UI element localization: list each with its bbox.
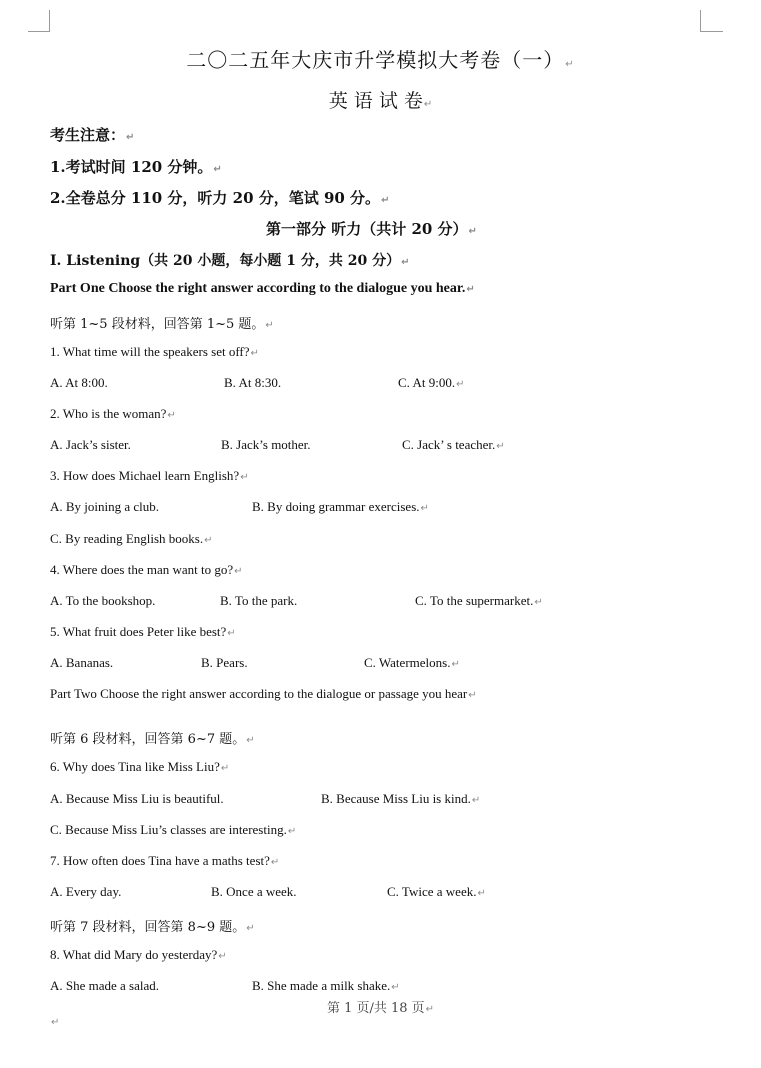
question-3-option-c — [50, 531, 213, 547]
notice-heading — [50, 124, 134, 145]
paragraph-mark-icon: ↵ — [246, 923, 255, 934]
notice-item-text: 1.考试时间 120 分钟。 — [50, 158, 213, 176]
option-a: A. To the bookshop. — [50, 593, 156, 608]
paragraph-mark-icon: ↵ — [534, 597, 543, 608]
question-text: 1. What time will the speakers set off? — [50, 344, 250, 359]
option-c: C. Jack’ s teacher. — [402, 437, 496, 452]
paragraph-mark-icon: ↵ — [423, 99, 433, 110]
paragraph-mark-icon: ↵ — [477, 888, 486, 899]
question-5 — [50, 624, 236, 640]
option-c: C. Watermelons. — [364, 655, 451, 670]
page-footer — [0, 997, 761, 1016]
notice-item-2 — [50, 187, 389, 208]
question-text: 8. What did Mary do yesterday? — [50, 947, 218, 962]
part1-heading-text: 第一部分 听力（共计 20 分） — [266, 220, 468, 238]
paragraph-mark-icon: ↵ — [240, 472, 249, 483]
paragraph-mark-icon: ↵ — [456, 379, 465, 390]
paragraph-mark-icon: ↵ — [287, 826, 297, 837]
option-c: C. Because Miss Liu’s classes are interesting. — [50, 822, 287, 837]
question-text: 7. How often does Tina have a maths test? — [50, 853, 270, 868]
title-text: 二〇二五年大庆市升学模拟大考卷（一） — [186, 48, 565, 72]
paragraph-mark-icon: ↵ — [204, 535, 213, 546]
part-two-heading-text: Part Two Choose the right answer according to the dialogue or passage you hear — [50, 686, 468, 701]
question-8 — [50, 947, 227, 963]
instruction-3 — [50, 916, 255, 935]
option-a: A. Every day. — [50, 884, 122, 899]
section1-heading — [50, 250, 410, 270]
question-3 — [50, 468, 249, 484]
question-text: 5. What fruit does Peter like best? — [50, 624, 227, 639]
notice-item-text: 2.全卷总分 110 分，听力 20 分，笔试 90 分。 — [50, 189, 381, 207]
option-a: A. At 8:00. — [50, 375, 108, 390]
paragraph-mark-icon: ↵ — [451, 659, 460, 670]
part-one-heading — [50, 281, 475, 297]
crop-mark-top-right — [700, 10, 723, 32]
part-two-heading — [50, 686, 477, 702]
crop-mark-top-left — [28, 10, 50, 32]
instruction-text: 听第 7 段材料，回答第 8~9 题。 — [50, 920, 246, 935]
trailing-paragraph — [50, 1013, 59, 1029]
question-7 — [50, 853, 279, 869]
paragraph-mark-icon: ↵ — [167, 410, 176, 421]
notice-heading-text: 考生注意： — [50, 126, 126, 144]
paragraph-mark-icon: ↵ — [51, 1017, 60, 1028]
option-b: B. She made a milk shake. — [252, 978, 391, 993]
question-text: 3. How does Michael learn English? — [50, 468, 240, 483]
option-b: B. At 8:30. — [224, 375, 282, 390]
section1-heading-text: Ⅰ. Listening（共 20 小题，每小题 1 分，共 20 分） — [50, 253, 401, 269]
exam-title — [0, 44, 761, 73]
question-4 — [50, 562, 243, 578]
paragraph-mark-icon: ↵ — [425, 1004, 435, 1015]
paragraph-mark-icon: ↵ — [265, 320, 274, 331]
instruction-2 — [50, 728, 255, 747]
option-b: B. Jack’s mother. — [221, 437, 311, 452]
instruction-text: 听第 6 段材料，回答第 6~7 题。 — [50, 732, 246, 747]
paragraph-mark-icon: ↵ — [565, 59, 575, 70]
paragraph-mark-icon: ↵ — [220, 763, 230, 774]
question-text: 6. Why does Tina like Miss Liu? — [50, 759, 220, 774]
question-6-option-c — [50, 822, 296, 838]
notice-item-1 — [50, 156, 222, 177]
paragraph-mark-icon: ↵ — [126, 132, 135, 143]
option-a: A. Bananas. — [50, 655, 114, 670]
page-number: 第 1 页/共 18 页 — [326, 1001, 425, 1016]
paragraph-mark-icon: ↵ — [250, 348, 259, 359]
exam-subtitle — [0, 86, 761, 113]
paragraph-mark-icon: ↵ — [391, 982, 400, 993]
question-text: 4. Where does the man want to go? — [50, 562, 234, 577]
option-a: A. Because Miss Liu is beautiful. — [50, 791, 224, 806]
option-c: C. To the supermarket. — [415, 593, 534, 608]
paragraph-mark-icon: ↵ — [213, 164, 222, 175]
question-2 — [50, 406, 176, 422]
option-b: B. Pears. — [201, 655, 248, 670]
paragraph-mark-icon: ↵ — [270, 857, 280, 868]
option-b: B. To the park. — [220, 593, 298, 608]
part-one-heading-text: Part One Choose the right answer according to the dialogue you hear. — [50, 281, 466, 296]
paragraph-mark-icon: ↵ — [496, 441, 505, 452]
option-c: C. By reading English books. — [50, 531, 204, 546]
paragraph-mark-icon: ↵ — [246, 735, 255, 746]
question-6 — [50, 759, 229, 775]
part1-heading — [266, 218, 477, 239]
paragraph-mark-icon: ↵ — [234, 566, 243, 577]
paragraph-mark-icon: ↵ — [227, 628, 236, 639]
paragraph-mark-icon: ↵ — [401, 257, 410, 268]
option-a: A. She made a salad. — [50, 978, 160, 993]
paragraph-mark-icon: ↵ — [420, 503, 429, 514]
paragraph-mark-icon: ↵ — [466, 284, 475, 295]
instruction-1 — [50, 313, 274, 332]
question-text: 2. Who is the woman? — [50, 406, 167, 421]
option-b: B. By doing grammar exercises. — [252, 499, 420, 514]
paragraph-mark-icon: ↵ — [218, 951, 227, 962]
instruction-text: 听第 1~5 段材料，回答第 1~5 题。 — [50, 317, 265, 332]
paragraph-mark-icon: ↵ — [468, 690, 477, 701]
option-c: C. At 9:00. — [398, 375, 456, 390]
option-b: B. Once a week. — [211, 884, 297, 899]
option-a: A. Jack’s sister. — [50, 437, 131, 452]
question-1 — [50, 344, 259, 360]
option-c: C. Twice a week. — [387, 884, 477, 899]
option-a: A. By joining a club. — [50, 499, 160, 514]
paragraph-mark-icon: ↵ — [468, 226, 477, 237]
paragraph-mark-icon: ↵ — [471, 795, 481, 806]
subtitle-text: 英 语 试 卷 — [328, 90, 423, 112]
paragraph-mark-icon: ↵ — [381, 195, 390, 206]
option-b: B. Because Miss Liu is kind. — [321, 791, 471, 806]
